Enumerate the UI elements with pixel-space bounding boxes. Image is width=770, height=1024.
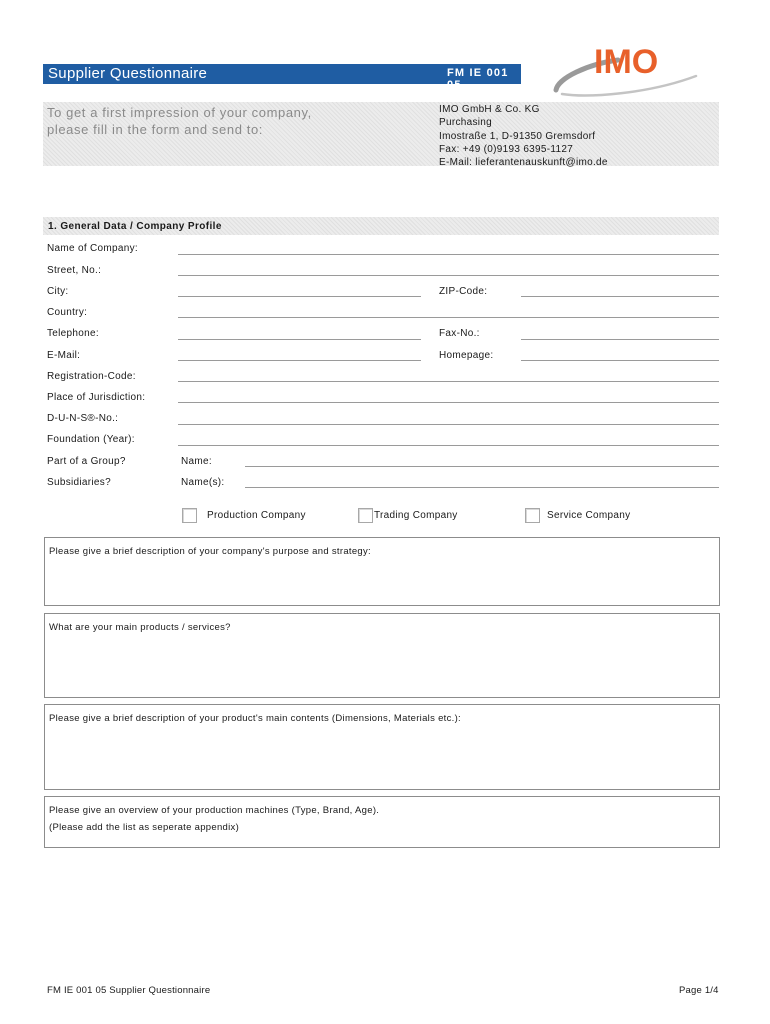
country-field[interactable] <box>178 317 719 318</box>
production-machines-line-1: Please give an overview of your production machines (Type, Brand, Age). <box>49 805 380 816</box>
homepage-field[interactable] <box>521 360 719 361</box>
address-company: IMO GmbH & Co. KG <box>439 104 540 115</box>
recipient-address <box>439 103 608 169</box>
trading-company-checkbox[interactable] <box>358 508 373 523</box>
label-subsidiaries: Subsidiaries? <box>47 477 111 488</box>
production-company-label: Production Company <box>207 510 306 521</box>
label-homepage: Homepage: <box>439 350 494 361</box>
intro-line-1: To get a first impression of your company, <box>47 105 312 120</box>
label-duns: D-U-N-S®-No.: <box>47 413 119 424</box>
street-field[interactable] <box>178 275 719 276</box>
label-country: Country: <box>47 307 88 318</box>
trading-company-label: Trading Company <box>374 510 458 521</box>
production-machines-line-2: (Please add the list as seperate appendix) <box>49 822 240 833</box>
production-company-checkbox[interactable] <box>182 508 197 523</box>
city-field[interactable] <box>178 296 421 297</box>
imo-logo <box>548 38 698 100</box>
label-fax: Fax-No.: <box>439 328 480 339</box>
telephone-field[interactable] <box>178 339 421 340</box>
email-field[interactable] <box>178 360 421 361</box>
svg-text:IMO: IMO <box>594 43 659 81</box>
label-registration-code: Registration-Code: <box>47 371 136 382</box>
service-company-label: Service Company <box>547 510 631 521</box>
label-zip: ZIP-Code: <box>439 286 488 297</box>
label-group-name: Name: <box>181 456 212 467</box>
label-foundation-year: Foundation (Year): <box>47 434 135 445</box>
purpose-strategy-textarea[interactable] <box>44 537 720 606</box>
label-jurisdiction: Place of Jurisdiction: <box>47 392 146 403</box>
label-city: City: <box>47 286 69 297</box>
intro-text <box>47 104 312 138</box>
title-bar <box>43 64 521 91</box>
intro-line-2: please fill in the form and send to: <box>47 122 263 137</box>
section-heading <box>43 217 719 235</box>
company-name-field[interactable] <box>178 254 719 255</box>
production-machines-textarea[interactable] <box>44 796 720 848</box>
footer-page-number: Page 1/4 <box>679 985 719 996</box>
zip-field[interactable] <box>521 296 719 297</box>
address-department: Purchasing <box>439 117 493 129</box>
foundation-year-field[interactable] <box>178 445 719 446</box>
duns-field[interactable] <box>178 424 719 425</box>
form-code: FM IE 001 05 <box>447 67 509 91</box>
address-email: E-Mail: lieferantenauskunft@imo.de <box>439 157 608 169</box>
group-name-field[interactable] <box>245 466 719 467</box>
subsidiaries-names-field[interactable] <box>245 487 719 488</box>
address-street: Imostraße 1, D-91350 Gremsdorf <box>439 130 596 142</box>
label-telephone: Telephone: <box>47 328 99 339</box>
document-title: Supplier Questionnaire <box>48 65 208 82</box>
product-contents-prompt: Please give a brief description of your product's main contents (Dimensions, Materials etc.): <box>49 713 461 724</box>
label-street: Street, No.: <box>47 265 102 276</box>
jurisdiction-field[interactable] <box>178 402 719 403</box>
label-email: E-Mail: <box>47 350 81 361</box>
service-company-checkbox[interactable] <box>525 508 540 523</box>
label-subsidiaries-names: Name(s): <box>181 477 225 488</box>
product-contents-textarea[interactable] <box>44 704 720 790</box>
label-company-name: Name of Company: <box>47 243 138 254</box>
registration-code-field[interactable] <box>178 381 719 382</box>
footer-document-id: FM IE 001 05 Supplier Questionnaire <box>47 985 211 996</box>
main-products-prompt: What are your main products / services? <box>49 622 231 633</box>
purpose-strategy-prompt: Please give a brief description of your company's purpose and strategy: <box>49 546 372 557</box>
section-heading-text: 1. General Data / Company Profile <box>48 221 222 232</box>
label-part-of-group: Part of a Group? <box>47 456 126 467</box>
production-machines-prompt <box>49 802 379 836</box>
address-fax: Fax: +49 (0)9193 6395-1127 <box>439 143 574 155</box>
main-products-textarea[interactable] <box>44 613 720 698</box>
fax-field[interactable] <box>521 339 719 340</box>
